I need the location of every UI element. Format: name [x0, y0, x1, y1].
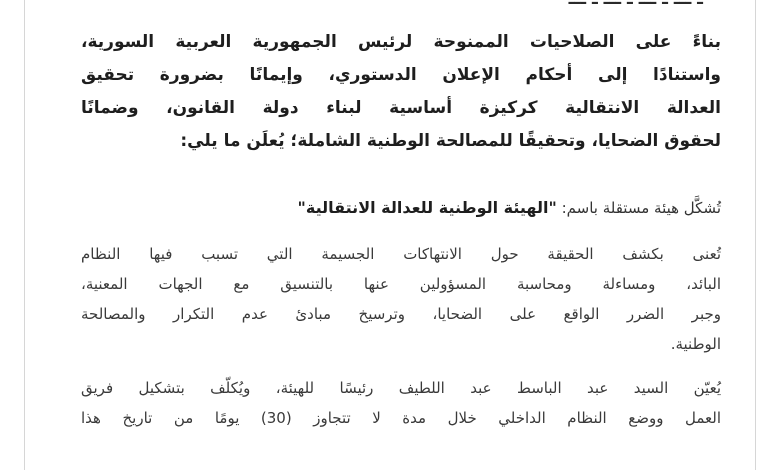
declaration-prefix: تُشكَّل هيئة مستقلة باسم:: [556, 199, 721, 217]
commission-name: "الهيئة الوطنية للعدالة الانتقالية": [297, 198, 557, 217]
article-frame: [24, 0, 756, 470]
declaration-line: [81, 195, 721, 221]
intro-line: العدالة الانتقالية كركيزة أساسية لبناء دولة القانون، وضمانًا: [81, 98, 721, 118]
mandate-line: وجبر الضرر الواقع على الضحايا، وترسيخ مبادئ عدم التكرار والمصالحة: [81, 305, 721, 323]
article-body: [81, 26, 721, 433]
intro-line: بناءً على الصلاحيات الممنوحة لرئيس الجمهورية العربية السورية،: [81, 32, 721, 52]
intro-paragraph: [81, 26, 721, 158]
mandate-paragraph: [81, 239, 721, 359]
mandate-line: تُعنى بكشف الحقيقة حول الانتهاكات الجسيمة التي تسبب فيها النظام: [81, 245, 721, 263]
cut-off-text-line: [83, 0, 703, 7]
intro-line: واستنادًا إلى أحكام الإعلان الدستوري، وإيمانًا بضرورة تحقيق: [81, 65, 721, 85]
appointment-line: العمل ووضع النظام الداخلي خلال مدة لا تتجاوز (30) يومًا من تاريخ هذا: [81, 409, 721, 427]
appointment-paragraph: [81, 373, 721, 433]
appointment-line: يُعيّن السيد عبد الباسط عبد اللطيف رئيسًا للهيئة، ويُكلّف بتشكيل فريق: [81, 379, 721, 397]
mandate-line: الوطنية.: [670, 335, 721, 353]
intro-line: لحقوق الضحايا، وتحقيقًا للمصالحة الوطنية الشاملة؛ يُعلَن ما يلي:: [180, 131, 721, 151]
mandate-line: البائد، ومساءلة ومحاسبة المسؤولين عنها بالتنسيق مع الجهات المعنية،: [81, 275, 721, 293]
